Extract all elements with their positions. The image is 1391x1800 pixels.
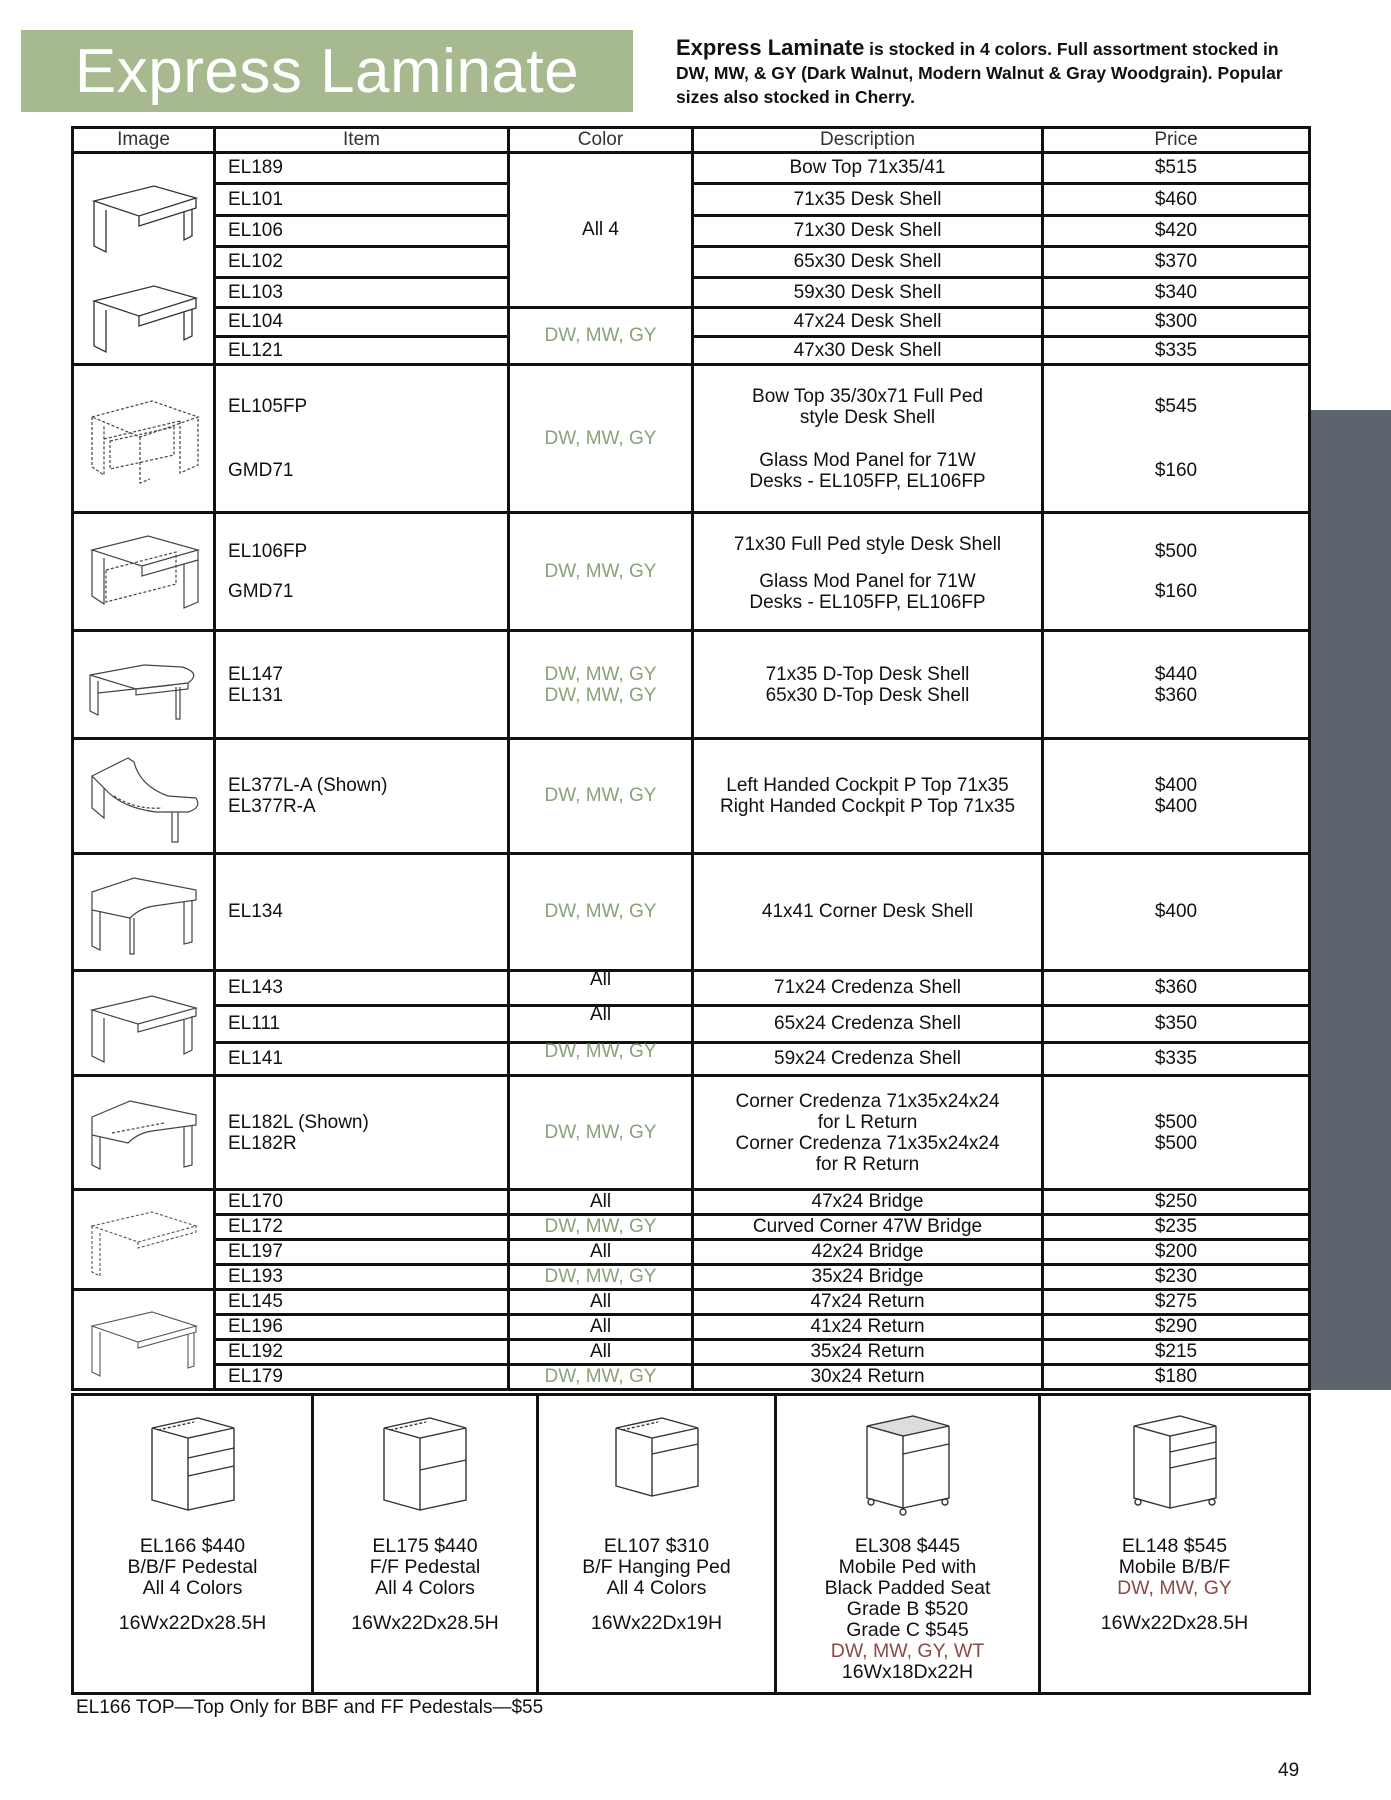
description-cell: 65x30 Desk Shell [693, 247, 1043, 278]
color-cell: All [509, 971, 693, 1006]
color-cell-group [509, 631, 693, 739]
pedestal-colors: All 4 Colors [606, 1577, 707, 1599]
bow-top-desk-drawing [84, 379, 204, 499]
description-cell-group [693, 631, 1043, 739]
footnote: EL166 TOP—Top Only for BBF and FF Pedestals—$55 [76, 1697, 544, 1718]
color-cell: DW, MW, GY [509, 1076, 693, 1190]
color-cell: All [509, 1340, 693, 1365]
description-cell-group [693, 739, 1043, 854]
table-row [73, 513, 1310, 631]
table-row [73, 1240, 1310, 1265]
d-top-desk-image [73, 631, 215, 739]
description-cell: Glass Mod Panel for 71W Desks - EL105FP, EL106FP [749, 570, 986, 613]
pedestal-name: F/F Pedestal [369, 1556, 481, 1578]
pedestal-code: EL107 $310 [603, 1535, 710, 1557]
price-cell: $300 [1043, 308, 1310, 337]
item-code: EL141 [215, 1043, 509, 1076]
item-code: EL193 [215, 1265, 509, 1290]
price-cell: $360 [1043, 971, 1310, 1006]
col-header-price: Price [1043, 128, 1310, 153]
product-table [71, 126, 1311, 1391]
description-cell: for L Return [817, 1111, 918, 1133]
table-row [73, 1290, 1310, 1315]
table-row [73, 365, 1310, 513]
price-cell: $500 [1154, 1111, 1198, 1133]
color-cell: DW, MW, GY [509, 1365, 693, 1390]
pedestal-card [538, 1395, 776, 1694]
color-cell: All [509, 1315, 693, 1340]
item-code: EL101 [215, 184, 509, 216]
item-code: EL121 [215, 337, 509, 365]
intro-brand: Express Laminate [676, 35, 865, 60]
price-cell-group [1043, 631, 1310, 739]
pedestal-name: Mobile Ped with [838, 1556, 977, 1578]
description-cell: 71x24 Credenza Shell [693, 971, 1043, 1006]
price-cell: $275 [1043, 1290, 1310, 1315]
bf-hanging-pedestal-icon [602, 1406, 712, 1516]
pedestal-table [71, 1393, 1311, 1695]
description-cell: 71x35 D-Top Desk Shell [765, 663, 970, 685]
price-cell: $160 [1154, 580, 1198, 602]
color-cell: All [509, 1006, 693, 1043]
table-row [73, 1315, 1310, 1340]
item-code: EL102 [215, 247, 509, 278]
item-code: EL105FP [228, 395, 308, 417]
item-code-group [215, 1076, 509, 1190]
color-cell: DW, MW, GY [509, 1043, 693, 1076]
price-cell: $420 [1043, 216, 1310, 247]
description-cell: 71x30 Full Ped style Desk Shell [733, 533, 1002, 555]
description-cell: Left Handed Cockpit P Top 71x35 [726, 775, 1009, 796]
description-cell: 47x24 Desk Shell [693, 308, 1043, 337]
color-cell: DW, MW, GY [509, 739, 693, 854]
pedestal-dims: 16Wx22Dx28.5H [1100, 1612, 1249, 1634]
price-cell: $350 [1043, 1006, 1310, 1043]
credenza-image [73, 971, 215, 1076]
description-cell: Right Handed Cockpit P Top 71x35 [719, 796, 1016, 817]
item-code: EL143 [215, 971, 509, 1006]
description-cell: Bow Top 35/30x71 Full Ped style Desk Shell [752, 385, 983, 428]
table-row [73, 1043, 1310, 1076]
full-ped-desk-image [73, 513, 215, 631]
mobile-seat-pedestal-icon [853, 1406, 963, 1516]
credenza-drawing [84, 978, 204, 1068]
corner-credenza-drawing [84, 1083, 204, 1183]
table-row [73, 631, 1310, 739]
item-code: EL170 [215, 1190, 509, 1215]
item-code-group [215, 631, 509, 739]
description-cell-group [693, 1076, 1043, 1190]
description-cell: 42x24 Bridge [693, 1240, 1043, 1265]
corner-desk-image [73, 854, 215, 971]
corner-desk-drawing [84, 862, 204, 962]
price-cell: $235 [1043, 1215, 1310, 1240]
item-code: EL377R-A [228, 796, 316, 817]
table-row [73, 153, 1310, 184]
price-cell: $215 [1043, 1340, 1310, 1365]
pedestal-card [73, 1395, 313, 1694]
pedestal-dims: 16Wx22Dx19H [590, 1612, 723, 1634]
item-code: EL192 [215, 1340, 509, 1365]
mobile-bbf-pedestal-icon [1120, 1406, 1230, 1516]
description-cell: 65x30 D-Top Desk Shell [765, 684, 970, 706]
pedestal-dims: 16Wx22Dx28.5H [351, 1612, 499, 1634]
bow-top-ped-desk-image [73, 365, 215, 513]
price-cell: $440 [1154, 663, 1198, 685]
pedestal-name: B/F Hanging Ped [582, 1556, 731, 1578]
pedestal-code: EL175 $440 [372, 1535, 478, 1557]
desk-shell-drawing [84, 156, 204, 361]
item-code-group [215, 513, 509, 631]
pedestal-colors: All 4 Colors [142, 1577, 243, 1599]
cockpit-desk-drawing [84, 746, 204, 846]
price-cell: $230 [1043, 1265, 1310, 1290]
item-code-group [215, 739, 509, 854]
color-cell: All [509, 1190, 693, 1215]
item-code: EL106FP [228, 540, 308, 562]
price-cell: $500 [1154, 540, 1198, 562]
description-cell: 65x24 Credenza Shell [693, 1006, 1043, 1043]
corner-credenza-image [73, 1076, 215, 1190]
pedestal-dims: 16Wx18Dx22H [841, 1661, 974, 1683]
pedestal-code: EL308 $445 [854, 1535, 961, 1557]
return-drawing [84, 1296, 204, 1384]
item-code: EL131 [228, 684, 283, 706]
item-code-group [215, 365, 509, 513]
color-cell: DW, MW, GY [509, 365, 693, 513]
desk-shell-image [73, 153, 215, 365]
bbf-pedestal-icon [138, 1406, 248, 1516]
description-cell: 47x24 Return [693, 1290, 1043, 1315]
description-cell: 35x24 Bridge [693, 1265, 1043, 1290]
price-cell: $180 [1043, 1365, 1310, 1390]
description-cell: 71x35 Desk Shell [693, 184, 1043, 216]
item-code: GMD71 [228, 459, 294, 481]
table-row [73, 971, 1310, 1006]
color-cell: DW, MW, GY [544, 663, 657, 685]
description-cell: 41x41 Corner Desk Shell [693, 854, 1043, 971]
color-cell: DW, MW, GY [509, 308, 693, 365]
col-header-description: Description [693, 128, 1043, 153]
table-row [73, 308, 1310, 337]
price-cell: $160 [1154, 459, 1198, 481]
price-cell: $500 [1154, 1132, 1198, 1154]
pedestal-card [776, 1395, 1040, 1694]
description-cell: Glass Mod Panel for 71W Desks - EL105FP, EL106FP [749, 449, 986, 492]
pedestal-colors: All 4 Colors [375, 1577, 475, 1599]
price-cell: $545 [1154, 395, 1198, 417]
item-code: EL103 [215, 278, 509, 308]
intro-text [676, 36, 1316, 109]
return-image [73, 1290, 215, 1390]
description-cell: 35x24 Return [693, 1340, 1043, 1365]
table-row [73, 1215, 1310, 1240]
description-cell-group [693, 513, 1043, 631]
side-tab [1311, 410, 1391, 1390]
price-cell: $400 [1154, 775, 1198, 796]
description-cell: 30x24 Return [693, 1365, 1043, 1390]
pedestal-card [313, 1395, 538, 1694]
table-row [73, 739, 1310, 854]
color-cell: All 4 [509, 153, 693, 308]
item-code: EL196 [215, 1315, 509, 1340]
page-number: 49 [1278, 1760, 1300, 1781]
item-code: EL197 [215, 1240, 509, 1265]
full-ped-desk-drawing [84, 522, 204, 622]
item-code: EL182R [228, 1132, 297, 1154]
item-code: EL182L (Shown) [228, 1111, 369, 1133]
color-cell: DW, MW, GY [509, 1215, 693, 1240]
description-cell: 47x24 Bridge [693, 1190, 1043, 1215]
table-row [73, 1365, 1310, 1390]
col-header-color: Color [509, 128, 693, 153]
item-code: EL172 [215, 1215, 509, 1240]
item-code: EL104 [215, 308, 509, 337]
description-cell: Corner Credenza 71x35x24x24 [735, 1132, 1000, 1154]
item-code: EL377L-A (Shown) [228, 775, 388, 796]
price-cell-group [1043, 513, 1310, 631]
price-cell-group [1043, 1076, 1310, 1190]
price-cell-group [1043, 365, 1310, 513]
description-cell: 71x30 Desk Shell [693, 216, 1043, 247]
pedestal-colors: DW, MW, GY, WT [830, 1640, 985, 1662]
color-cell: DW, MW, GY [509, 513, 693, 631]
color-cell: DW, MW, GY [509, 854, 693, 971]
price-cell: $400 [1154, 796, 1198, 817]
item-code: EL145 [215, 1290, 509, 1315]
item-code: EL179 [215, 1365, 509, 1390]
table-row [73, 1340, 1310, 1365]
description-cell: 59x30 Desk Shell [693, 278, 1043, 308]
description-cell: 47x30 Desk Shell [693, 337, 1043, 365]
price-cell: $335 [1043, 337, 1310, 365]
price-cell: $250 [1043, 1190, 1310, 1215]
description-cell: Bow Top 71x35/41 [693, 153, 1043, 184]
pedestal-name: Mobile B/B/F [1118, 1556, 1231, 1578]
color-cell: All [509, 1240, 693, 1265]
item-code: GMD71 [228, 580, 294, 602]
table-header [73, 128, 1310, 153]
description-cell-group [693, 365, 1043, 513]
bridge-drawing [84, 1196, 204, 1284]
price-cell: $335 [1043, 1043, 1310, 1076]
item-code: EL189 [215, 153, 509, 184]
description-cell: Curved Corner 47W Bridge [693, 1215, 1043, 1240]
price-cell: $200 [1043, 1240, 1310, 1265]
pedestal-name: Black Padded Seat [824, 1577, 991, 1599]
price-cell-group [1043, 739, 1310, 854]
pedestal-grade: Grade B $520 [846, 1598, 969, 1620]
cockpit-desk-image [73, 739, 215, 854]
color-cell: DW, MW, GY [509, 1265, 693, 1290]
page-title: Express Laminate [74, 36, 580, 106]
table-row [73, 1076, 1310, 1190]
price-cell: $515 [1043, 153, 1310, 184]
item-code: EL106 [215, 216, 509, 247]
pedestal-card [1040, 1395, 1310, 1694]
item-code: EL111 [215, 1006, 509, 1043]
pedestal-dims: 16Wx22Dx28.5H [118, 1612, 267, 1634]
bridge-image [73, 1190, 215, 1290]
color-cell: DW, MW, GY [544, 684, 657, 706]
ff-pedestal-icon [370, 1406, 480, 1516]
pedestal-name: B/B/F Pedestal [127, 1556, 258, 1578]
pedestal-grade: Grade C $545 [846, 1619, 969, 1641]
pedestal-code: EL148 $545 [1121, 1535, 1228, 1557]
description-cell: 41x24 Return [693, 1315, 1043, 1340]
price-cell: $370 [1043, 247, 1310, 278]
col-header-item: Item [215, 128, 509, 153]
table-row [73, 1190, 1310, 1215]
table-row [73, 1265, 1310, 1290]
table-row [73, 1006, 1310, 1043]
pedestal-colors: DW, MW, GY [1117, 1577, 1232, 1599]
page-title-banner [21, 30, 633, 112]
price-cell: $400 [1043, 854, 1310, 971]
intro-body: is stocked in 4 colors. Full assortment stocked in DW, MW, & GY (Dark Walnut, Modern Walnut & Gray Woodgrain). Popular sizes also stocked in Cherry. [676, 39, 1283, 107]
price-cell: $340 [1043, 278, 1310, 308]
price-cell: $360 [1154, 684, 1198, 706]
table-row [73, 854, 1310, 971]
description-cell: for R Return [815, 1153, 920, 1175]
price-cell: $290 [1043, 1315, 1310, 1340]
price-cell: $460 [1043, 184, 1310, 216]
col-header-image: Image [73, 128, 215, 153]
color-cell: All [509, 1290, 693, 1315]
item-code: EL134 [215, 854, 509, 971]
d-top-desk-drawing [84, 645, 204, 725]
description-cell: 59x24 Credenza Shell [693, 1043, 1043, 1076]
pedestal-code: EL166 $440 [139, 1535, 246, 1557]
item-code: EL147 [228, 663, 283, 685]
description-cell: Corner Credenza 71x35x24x24 [735, 1090, 1000, 1112]
